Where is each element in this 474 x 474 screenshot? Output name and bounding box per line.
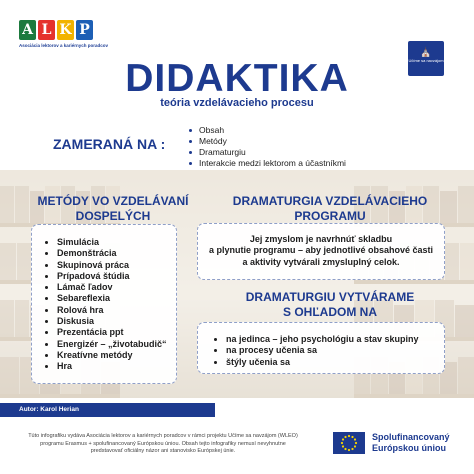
eu-cofunding-badge (333, 432, 450, 454)
list-item: Simulácia (45, 237, 176, 248)
methods-heading-line: METÓDY VO VZDELÁVANÍ (37, 194, 189, 208)
footer-line: programu Erasmus + spolufinancovaný Európskou úniou. Obsah tejto infografiky nemusí nevyhnutne (40, 440, 286, 447)
page-title: DIDAKTIKA (125, 57, 349, 100)
logo-letter: L (38, 20, 55, 40)
list-item: na jedinca – jeho psychológiu a stav skupiny (214, 334, 444, 345)
dramaturgy-heading (212, 194, 448, 224)
list-item: Metódy (189, 136, 346, 147)
focus-label: ZAMERANÁ NA : (53, 136, 166, 152)
list-item: Prípadová štúdia (45, 271, 176, 282)
logo-subtitle: Asociácia lektorov a kariérnych poradcov (19, 43, 109, 48)
text-line: Jej zmyslom je navrhnúť skladbu (249, 234, 393, 244)
creation-heading-line: S OHĽADOM NA (283, 305, 377, 319)
eu-text-line: Spolufinancovaný (372, 432, 450, 442)
footer-disclaimer (8, 433, 318, 456)
methods-heading-line: DOSPELÝCH (75, 209, 151, 223)
logo-letter: K (57, 20, 74, 40)
footer-line: predstavovať oficiálny názor ani stanovisko Európskej únie. (90, 448, 236, 454)
list-item: Prezentácia ppt (45, 327, 176, 338)
list-item: Lámač ľadov (45, 282, 176, 293)
dramaturgy-heading-line: PROGRAMU (294, 209, 366, 223)
creation-card (197, 322, 445, 374)
list-item: Demonštrácia (45, 248, 176, 259)
text-line: a plynutie programu – aby jednotlivé obsahové časti (208, 245, 434, 256)
logo-letters (19, 20, 105, 40)
list-item: na procesy učenia sa (214, 345, 444, 356)
text-line: a aktivity vytvárali zmysluplný celok. (242, 256, 400, 267)
focus-list (189, 125, 346, 169)
footer-line: Túto infografiku vydáva Asociácia lektorov a kariérnych poradcov v rámci projektu Učíme sa navzájom (WLEO) (28, 433, 298, 439)
list-item: Energizér – „životabudič“ (45, 339, 176, 350)
eu-text-line: Európskou úniou (372, 443, 446, 453)
methods-list (45, 237, 176, 373)
list-item: Obsah (189, 125, 346, 136)
dramaturgy-heading-line: DRAMATURGIA VZDELÁVACIEHO (232, 194, 428, 208)
alkp-logo (19, 20, 109, 48)
list-item: Dramaturgiu (189, 147, 346, 158)
list-item: Skupinová práca (45, 260, 176, 271)
list-item: štýly učenia sa (214, 357, 444, 368)
methods-card (31, 224, 177, 384)
logo-letter: P (76, 20, 93, 40)
eu-text (372, 432, 450, 454)
page-subtitle: teória vzdelávacieho procesu (160, 97, 314, 109)
logo-letter: A (19, 20, 36, 40)
list-item: Interakcie medzi lektorom a účastníkmi (189, 158, 346, 169)
creation-heading-line: DRAMATURGIU VYTVÁRAME (245, 290, 415, 304)
dramaturgy-text (202, 234, 440, 268)
list-item: Kreatívne metódy (45, 350, 176, 361)
partner-badge-text: Učíme sa navzájom (408, 58, 444, 63)
header (0, 0, 474, 168)
list-item: Hra (45, 361, 176, 372)
crest-icon: ⛪ (420, 47, 432, 57)
author-bar: Autor: Karol Herian (0, 403, 215, 417)
creation-heading (212, 290, 448, 320)
eu-flag-icon (333, 432, 365, 454)
list-item: Sebareflexia (45, 293, 176, 304)
list-item: Rolová hra (45, 305, 176, 316)
list-item: Diskusia (45, 316, 176, 327)
creation-list (214, 334, 444, 368)
methods-heading (18, 194, 208, 224)
dramaturgy-card (197, 223, 445, 280)
